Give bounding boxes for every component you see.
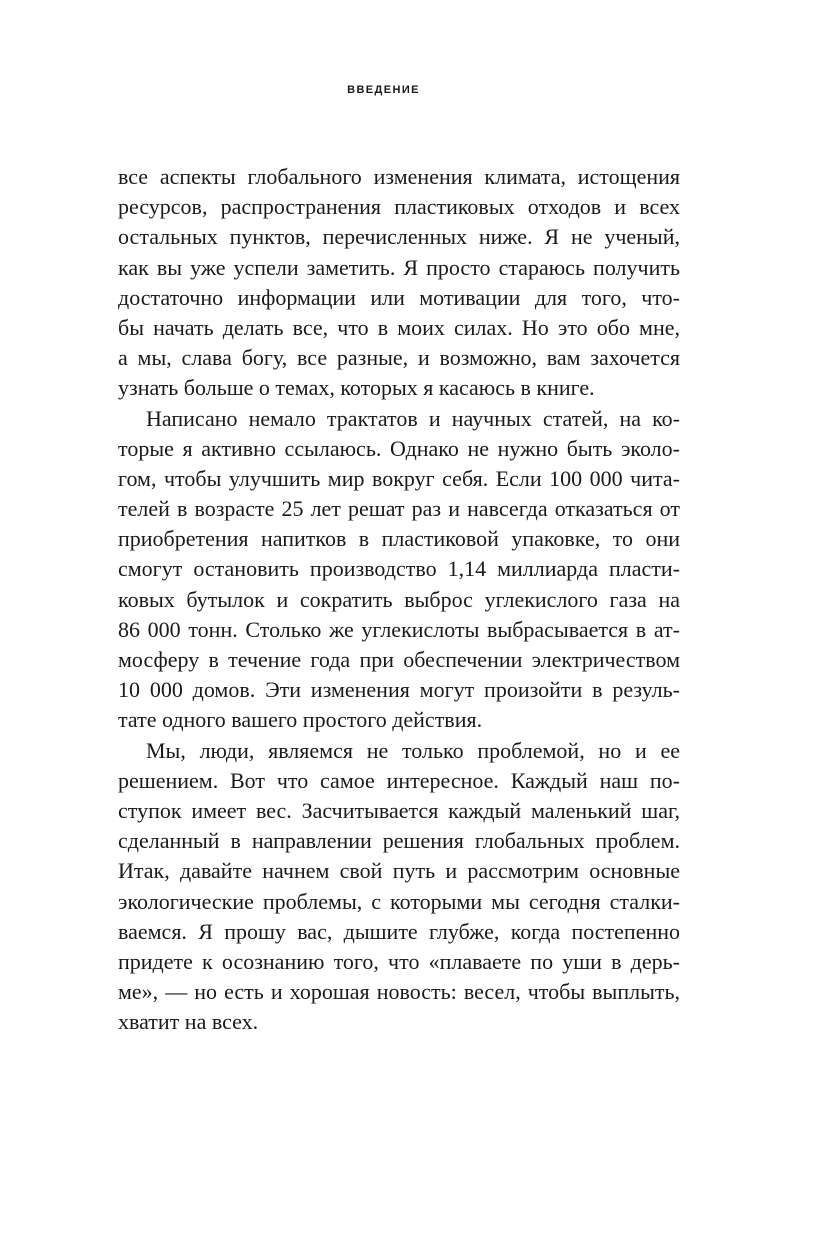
- text-line: тате одного вашего простого действия.: [118, 707, 483, 733]
- text-line: ме», — но есть и хорошая новость: весел, чтобы выплыть,: [118, 979, 680, 1005]
- text-line: решением. Вот что самое интересное. Каждый наш по-: [118, 767, 680, 793]
- paragraph: [118, 404, 680, 736]
- text-line: Написано немало трактатов и научных статей, на ко-: [146, 405, 680, 431]
- text-line: ковых бутылок и сократить выброс углекислого газа на: [118, 586, 680, 612]
- running-head: ВВЕДЕНИЕ: [347, 84, 420, 96]
- text-line: телей в возрасте 25 лет решат раз и навсегда отказаться от: [118, 496, 680, 522]
- text-line: Итак, давайте начнем свой путь и рассмотрим основные: [118, 858, 680, 884]
- paragraph: [118, 736, 680, 1038]
- text-line: все аспекты глобального изменения климата, истощения: [118, 164, 680, 189]
- text-line: достаточно информации или мотивации для того, что-: [118, 284, 680, 310]
- text-line: экологические проблемы, с которыми мы сегодня сталки-: [118, 888, 680, 914]
- text-line: гом, чтобы улучшить мир вокруг себя. Если 100 000 чита-: [118, 465, 680, 491]
- text-line: смогут остановить производство 1,14 миллиарда пласти-: [118, 556, 680, 582]
- text-line: торые я активно ссылаюсь. Однако не нужно быть эколо-: [118, 435, 680, 461]
- text-line: узнать больше о темах, которых я касаюсь в книге.: [118, 375, 595, 401]
- body-text: [118, 162, 680, 1037]
- text-line: приобретения напитков в пластиковой упаковке, то они: [118, 526, 680, 552]
- text-line: а мы, слава богу, все разные, и возможно, вам захочется: [118, 345, 680, 371]
- text-line: ступок имеет вес. Засчитывается каждый маленький шаг,: [118, 797, 680, 823]
- text-line: хватит на всех.: [118, 1009, 259, 1035]
- paragraph: [118, 162, 680, 404]
- text-line: ресурсов, распространения пластиковых отходов и всех: [118, 194, 680, 220]
- text-line: Мы, люди, являемся не только проблемой, но и ее: [146, 737, 680, 763]
- text-line: 10 000 домов. Эти изменения могут произойти в резуль-: [118, 677, 680, 703]
- text-line: сделанный в направлении решения глобальных проблем.: [118, 828, 680, 854]
- text-line: как вы уже успели заметить. Я просто стараюсь получить: [118, 254, 680, 280]
- text-line: бы начать делать все, что в моих силах. Но это обо мне,: [118, 314, 680, 340]
- text-line: ваемся. Я прошу вас, дышите глубже, когда постепенно: [118, 918, 680, 944]
- text-line: мосферу в течение года при обеспечении электричеством: [118, 647, 680, 672]
- text-line: придете к осознанию того, что «плаваете по уши в дерь-: [118, 948, 680, 974]
- text-line: остальных пунктов, перечисленных ниже. Я не ученый,: [118, 224, 680, 250]
- text-line: 86 000 тонн. Столько же углекислоты выбрасывается в ат-: [118, 616, 680, 642]
